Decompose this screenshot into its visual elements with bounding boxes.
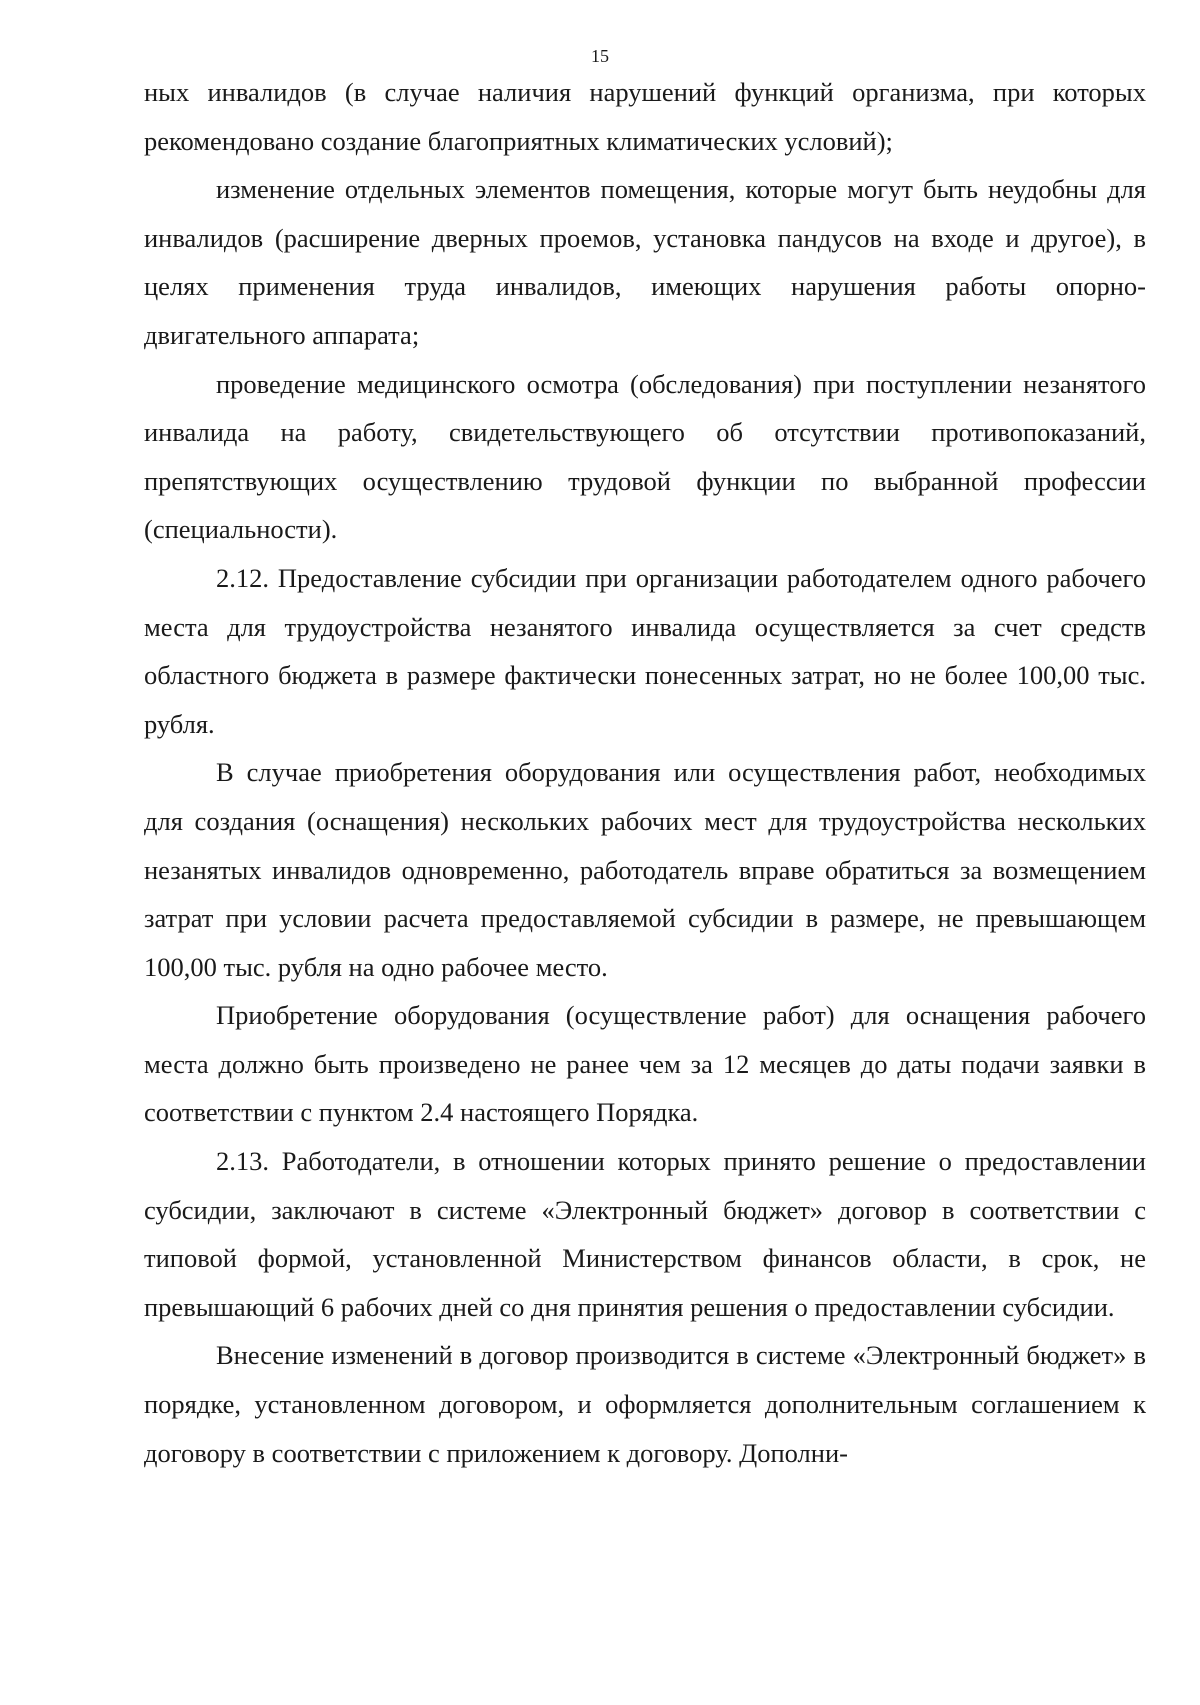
paragraph-premises-modification: изменение отдельных элементов помещения, которые могут быть неудобны для инвалидов (расширение дверных проемов, установка пандусов на входе и другое), в целях применения труда инвалидов, имеющих нарушения работы опорно-двигательного аппарата;	[144, 174, 1146, 350]
paragraph-contract-amendments: Внесение изменений в договор производится в системе «Электронный бюджет» в порядке, установленном договором, и оформляется дополнительным соглашением к договору в соответствии с приложением к договору. Дополни-	[144, 1340, 1146, 1468]
paragraph-multiple-workplaces: В случае приобретения оборудования или осуществления работ, необходимых для создания (оснащения) нескольких рабочих мест для трудоустройства нескольких незанятых инвалидов одновременно, работодатель вправе обратиться за возмещением затрат при условии расчета предоставляемой субсидии в размере, не превышающем 100,00 тыс. рубля на одно рабочее место.	[144, 757, 1146, 982]
paragraph-continuation: ных инвалидов (в случае наличия нарушений функций организма, при которых рекомендовано создание благоприятных климатических условий);	[144, 77, 1146, 156]
paragraph-2-13: 2.13. Работодатели, в отношении которых принято решение о предоставлении субсидии, заключают в системе «Электронный бюджет» договор в соответствии с типовой формой, установленной Министерством финансов области, в срок, не превышающий 6 рабочих дней со дня принятия решения о предоставлении субсидии.	[144, 1146, 1146, 1322]
page-number: 15	[591, 46, 609, 66]
paragraph-medical-examination: проведение медицинского осмотра (обследования) при поступлении незанятого инвалида на работу, свидетельствующего об отсутствии противопоказаний, препятствующих осуществлению трудовой функции по выбранной профессии (специальности).	[144, 368, 1146, 545]
document-body	[144, 68, 1146, 1477]
paragraph-equipment-acquisition: Приобретение оборудования (осуществление работ) для оснащения рабочего места должно быть произведено не ранее чем за 12 месяцев до даты подачи заявки в соответствии с пунктом 2.4 настоящего Порядка.	[144, 1000, 1146, 1128]
paragraph-2-12: 2.12. Предоставление субсидии при организации работодателем одного рабочего места для трудоустройства незанятого инвалида осуществляется за счет средств областного бюджета в размере фактически понесенных затрат, но не более 100,00 тыс. рубля.	[144, 562, 1146, 739]
